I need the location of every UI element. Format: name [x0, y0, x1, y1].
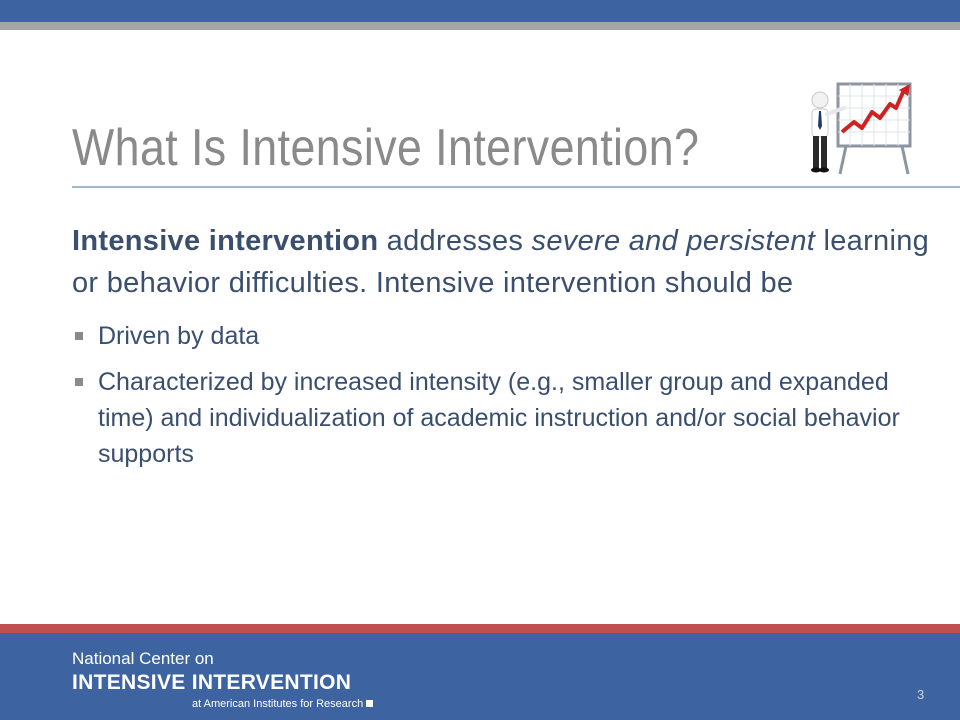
- logo-line-3: [72, 696, 373, 712]
- presenter-growth-chart-icon: [800, 78, 940, 188]
- ncii-logo: [72, 648, 373, 712]
- lead-paragraph: [72, 220, 932, 304]
- logo-line-1: National Center on: [72, 649, 214, 668]
- bullet-list: [72, 318, 932, 472]
- list-item: [72, 318, 932, 354]
- footer-red-stripe: [0, 624, 960, 633]
- list-item: [72, 364, 932, 472]
- bullet-square-icon: [75, 332, 83, 340]
- bullet-text: Driven by data: [98, 322, 260, 350]
- page-number: 3: [917, 687, 925, 702]
- lead-text-2: learning or behavior difficulties. Intensive intervention should be: [72, 225, 930, 299]
- square-icon: [366, 700, 373, 707]
- lead-text-1: addresses: [378, 225, 532, 257]
- lead-emphasis: Intensive intervention: [72, 225, 379, 257]
- logo-line-3-text: at American Institutes for Research: [192, 698, 364, 710]
- top-banner: [0, 0, 960, 22]
- lead-italic: severe and persistent: [531, 225, 816, 257]
- top-gray-stripe: [0, 22, 960, 30]
- bullet-square-icon: [75, 378, 83, 386]
- slide-title: What Is Intensive Intervention?: [72, 119, 700, 177]
- logo-line-2: INTENSIVE INTERVENTION: [72, 671, 352, 694]
- bullet-text: Characterized by increased intensity (e.g., smaller group and expanded time) and individualization of academic instruction and/or social behavior supports: [98, 368, 900, 468]
- slide-body: [72, 220, 932, 482]
